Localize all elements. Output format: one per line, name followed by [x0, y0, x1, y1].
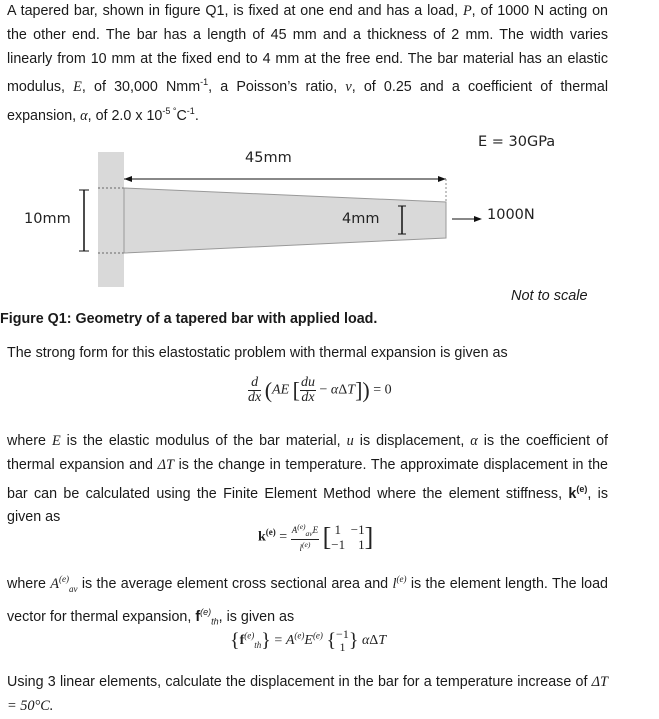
length-arrow-right — [438, 176, 446, 182]
fixed-wall — [98, 152, 124, 287]
fixed-width-label: 10mm — [24, 211, 71, 227]
strong-form-intro: The strong form for this elastostatic problem with thermal expansion is given as — [7, 345, 508, 361]
explanation-paragraph: where E is the elastic modulus of the bar material, u is displacement, α is the coefficient of thermal expansion and ΔT is the change in temperature. The approximate displacement in the bar can be calculated using the Finite Element Method where the element stiffness, $k^{(e)}$, is given as — [7, 433, 609, 526]
load-arrow-head — [474, 216, 482, 222]
thermal-load-equation: $\{f^{(e)}_{th}\} = A^{(e)}E^{(e)}$ {−1 1 } αΔT — [230, 627, 387, 654]
thermal-load-paragraph: where $A^{(e)}_{av}$ is the average element cross sectional area and $l^{(e)}$ is the element length. The load vector for thermal expansion, $f^{(e)}_{th}$, is given as — [7, 574, 608, 628]
strong-form-equation: $\frac{d}{dx}$ (AE [ $\frac{du}{dx}$ − αΔT]) = 0 — [248, 375, 392, 405]
free-width-label: 4mm — [342, 211, 380, 227]
figure-caption: Figure Q1: Geometry of a tapered bar with applied load. — [0, 311, 378, 327]
stiffness-equation: $k^{(e)}$ = $\frac{A^{(e)}_{av}E}{l^{(e)}}$ [ 1 −1 −1 1] — [258, 522, 374, 553]
tapered-bar — [124, 188, 446, 253]
length-arrow-left — [124, 176, 132, 182]
length-label: 45mm — [245, 150, 292, 166]
load-label: 1000N — [487, 207, 535, 223]
tapered-bar-figure — [0, 0, 659, 300]
problem-statement: A tapered bar, shown in figure Q1, is fixed at one end and has a load, P, of 1000 N acting on the other end. The bar has a length of 45 mm and a thickness of 2 mm. The width varies linearly from 10 mm at the fixed end to 4 mm at the free end. The bar material has an elastic modulus, E, of 30,000 Nmm$^{-1}$, a Poisson’s ratio, ν, of 0.25 and a coefficient of thermal expansion, α, of 2.0 x $10^{-5 ^\circ}C^{-1}$. — [7, 3, 609, 124]
scale-note: Not to scale — [511, 288, 588, 304]
question-paragraph: Using 3 linear elements, calculate the displacement in the bar for a temperature increase of ΔT = 50°C. — [7, 674, 608, 714]
modulus-label: E = 30GPa — [478, 134, 556, 150]
